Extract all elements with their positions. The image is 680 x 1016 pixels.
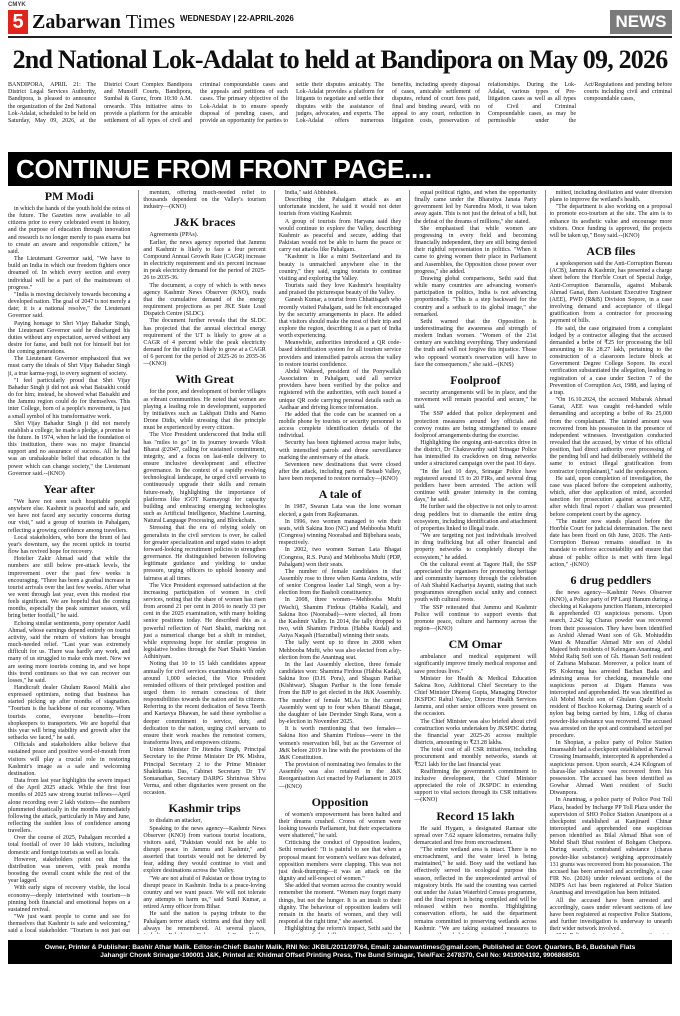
story-paragraph: In 2002, two women Suman Lata Bhagat (Congress, R.S. Pura) and Mehbooba Mufti (PDP, Pahalgam) won their seats.	[278, 547, 402, 568]
story-paragraph: Drawing global comparisons, Sethi said that while many countries are advancing women's participation in politics, India is not advancing proportionally. "This is a step backward for the country and a setback to its global image," she remarked.	[414, 275, 537, 318]
story-paragraph: Stressing that the era of relying solely on generalists in the civil services is over, he called for greater specialization and urged states to adopt forward-looking recruitment policies to strengthen governance. He distinguished between following legitimate guidance and yielding to undue pressure, urging officers to uphold honesty and fairness at all times.	[143, 525, 266, 582]
story-paragraph: "I feel particularly proud that Shri Vijay Bahadur Singh ji did not ask what Baisakhi could do for him; instead, he showed what Baisakhi and the Jammu region could do for themselves. This inter College, born of a people's movement, is just a small symbol of his transformative work.	[8, 377, 131, 420]
story-paragraph: In 2008, three women—Mehbooba Mufti (Wachi), Shamim Firdous (Habba Kadal), and Sakina Itoo (Noorabad)—were elected, all from the Kashmir Valley. In 2014, the tally dropped to two, with Shamim Firdous (Habba Kadal) and Asiya Naqash (Hazratbal) winning their seats.	[278, 597, 402, 640]
story-paragraph: "We have not seen such hospitable people anywhere else. Kashmir is peaceful and safe, and we have not faced any security concerns during our visit," said a group of tourists in Pahalgam, reflecting a growing confidence among travellers.	[8, 498, 131, 534]
story-paragraph: "In the last 10 days, Srinagar Police have registered around 15 to 20 FIRs, and several drug peddlers have been arrested. The action will continue with greater intensity in the coming days," he said.	[414, 468, 537, 504]
story-paragraph: She emphasised that while women are progressing in every field and becoming financially independent, they are still being denied their rightful representation in politics. "When it came to giving women their place in Parliament and Assemblies, the Opposition chose power over progress," she added.	[414, 225, 537, 275]
story-paragraph: The provision of nominating two females to the Assembly was also retained in the J&K Reorganisation Act enacted by Parliament in 2019—(KNO)	[278, 762, 402, 790]
story-paragraph: The Vice President expressed satisfaction at the increasing participation of women in civil services, noting that the share of women has risen from around 21 per cent in 2016 to nearly 33 per cent in the 2025 examination, with many holding senior positions today. He described this as a powerful reflection of Nari Shakti, marking not just a numerical change but a shift in mindset, while expressing hope for similar progress in legislative bodies through the Nari Shakti Vandan Adhiniyam.	[143, 582, 266, 661]
story-paragraph: The total cost of all CSR initiatives, including procurement and monthly networks, stands at ₹521 lakh for the last financial year.	[414, 747, 537, 768]
story-paragraph: Handicraft dealer Ghulam Rasool Malik also expressed optimism, noting that business has started picking up after months of stagnation. "Tourism is the backbone of our economy. When tourists come, everyone benefits—from shopkeepers to transporters. We are hopeful that this year will bring stability and growth after the setbacks we faced," he said.	[8, 685, 131, 742]
story-paragraph: Hotelier Zakir Ahmad said that while the numbers are still below pre-attack levels, the improvement over the past few weeks is encouraging. "There has been a gradual increase in tourist arrivals over the last few weeks. After what we went through last year, even this modest rise feels significant. We are hopeful that the coming months, especially the peak summer season, will bring better footfall," he said.	[8, 556, 131, 620]
story-headline: Year after	[43, 481, 95, 496]
story-paragraph: However, stakeholders point out that the distribution was uneven, with peak months boosting the overall count while the rest of the year lagged.	[8, 856, 131, 885]
story-paragraph: All the accused have been arrested and accordingly, cases under relevant sections of law have been registered at respective Police Stations, and further investigation is underway to unearth their wider network involved.	[549, 897, 673, 933]
story-paragraph	[550, 933, 672, 934]
news-column	[274, 190, 401, 934]
story-paragraph: mitted, including desiltation and water diversion plans to improve the wetland's health.	[549, 190, 673, 204]
story-paragraph: "We are targeting not just individuals involved in drug trafficking but all other financial and property networks to completely disrupt the ecosystem," he added.	[414, 533, 537, 561]
color-registration-mark: CMYK	[8, 2, 26, 8]
news-column	[138, 190, 265, 934]
story-paragraph: She added that women across the country would remember the moment. "Women may forget many things, but not the hunger. It is an insult to their dignity. The behaviour of opposition leaders will remain in the hearts of women, and they will respond at the right time," she asserted.	[278, 883, 402, 925]
story-paragraph: He said Hygam, a designated Ramsar site spread over 7.62 square kilometres, remains fully demarcated and free from encroachment.	[414, 825, 537, 846]
story-paragraph: Union Minister Dr Jitendra Singh, Principal Secretary to the Prime Minister Dr PK Mishra, Principal Secretary 2 to the Prime Minister Shaktikanta Das, Cabinet Secretary Dr TV Somanathan, Secretary DARPG Shrinivas Shiva Verma, and other dignitaries were present on the occasion.	[143, 747, 266, 797]
story-paragraph: The document further reveals that the SLDC has projected that the annual electrical energy requirement of the UT is likely to grow at a CAGR of 4 percent while the peak electricity demand for the utility is likely to grow at a CAGR of 6 percent for the period of 2025-26 to 2035-36—(KNO)	[143, 318, 266, 368]
story-paragraph: He said the nation is paying tribute to the Pahalgam terror attack victims and that they will always be remembered. At several places,	[143, 911, 266, 932]
story-paragraph: Sethi warned that the Opposition is underestimating the awareness and strength of modern Indian women. "Women of the 21st century are watching everything. They understand the truth and will not forgive this injustice. Those who opposed women's reservation will have to face the consequences," she said.--(KNS)	[414, 318, 537, 368]
story-paragraph: Local stakeholders, who bore the brunt of last year's downturn, say the recent uptick in tourist flow has revived hope for recovery.	[8, 534, 131, 556]
story-paragraph: "The entire wetland area is intact. There is no encroachment, and the water level is being maintained," he said. Bosy said the wetland has effectively served its ecological purpose this season, reflected in the unprecedented arrival of migratory birds. He said the counting was carried out under the Asian Waterbird Census programme, and the final report is being compiled and will be released within two months. Highlighting conservation efforts, he said the department remains committed to preserving wetlands across Kashmir. "We are taking sustained measures to	[414, 846, 537, 932]
news-column	[545, 190, 672, 934]
story-paragraph: Echoing similar sentiments, pony operator Aadil Ahmad, whose earnings depend entirely on tourist activity, said the return of visitors has brought much-needed relief. "Last year was extremely difficult for us. There was hardly any work, and many of us struggled to make ends meet. Now we are seeing more tourists coming in, and we hope this trend continues so that we can recover our losses," he said.	[8, 620, 131, 684]
story-headline: CM Omar	[448, 637, 503, 652]
news-column	[8, 190, 130, 934]
story-paragraph: in which the hands of the youth hold the reins of the future. The Gazettes now available to all citizens prior to every celebrated event in history, and the purpose of education through innovation and research is no longer merely to pass exams but to create an aware and responsible citizen," he said.	[8, 206, 131, 255]
story-paragraph: "Kashmir is like a mini Switzerland and its beauty is unmatched anywhere else in the country," they said, urging tourists to continue visiting and exploring the Valley.	[278, 254, 402, 282]
story-paragraph: A group of tourists from Haryana said they would continue to explore the Valley, describing Kashmir as peaceful and secure, adding that Pakistan would not be able to harm the peace or carry out attacks like Pahalgam.	[278, 218, 402, 254]
story-paragraph: Highlighting the reform's impact, Sethi said the	[284, 926, 402, 933]
story-paragraph: Shri Vijay Bahadur Singh ji did not merely establish a college; he made a pledge, a promise to the future. In 1974, when he laid the foundation of this institution, there was no major financial support and no assurance of success. All he had was an unshakeable belief that education is the power which can change society," the Lieutenant Governor said.--(KNO)	[8, 420, 131, 477]
story-paragraph: The SSP added that police deployment and protection measures around key officials and convoy routes are being strengthened to ensure foolproof arrangements during the exercise.	[414, 411, 537, 439]
story-headline: Record 15 lakh	[436, 808, 515, 823]
story-paragraph: He said, upon completion of investigation, the case was placed before the competent authority, which, after due application of mind, accorded sanction for prosecution against accused AEE, after which final report / challan was presented before competent court by the agency.	[549, 475, 673, 518]
story-headline: ACB files	[586, 244, 636, 259]
imprint-line-2: Jahangir Chowk Srinagar-190001 J&K, Printed at: Khidmat Offset Printing Press, The Bund Srinagar, Tele/Fax: 2478370, Cell No: 9419004192, 9906868501	[100, 952, 580, 959]
story-paragraph: The Lieutenant Governor emphasized that we must carry the ideals of Shri Vijay Bahadur Singh ji, a true karma-yogi, to every segment of society.	[8, 356, 131, 377]
story-paragraph: Criticising the conduct of Opposition leaders, Sethi remarked: "It is painful to see that when a proposal meant for women's welfare was defeated, opposition members were clapping. This was not just desk-thumping—it was an attack on the dignity and self-respect of women."	[278, 840, 402, 883]
story-paragraph: The Chief Minister was also briefed about civil construction works undertaken by JKSPDC during the financial year 2025-26 across multiple districts, amounting to ₹23.28 lakhs.	[414, 718, 537, 747]
story-headline: 6 drug peddlers	[570, 572, 652, 587]
story-paragraph: mentum, offering much-needed relief to thousands dependent on the Valley's tourism industry—(KNO)	[143, 190, 266, 211]
story-headline: PM Modi	[44, 190, 94, 203]
masthead	[0, 0, 680, 38]
story-paragraph: "We are not afraid of Pakistan or those trying to disrupt peace in Kashmir. India is a peace-loving country and we want peace. We will not tolerate any attempts to harm us," said Sunil Kumar, a retired Army officer from Bihar.	[143, 875, 266, 911]
story-paragraph: for the poor, and development of border villages as vibrant communities. He noted that women are playing a leading role in development, supported by initiatives such as Lakhpati Didis and Namo Drone Didis, while stressing that the principle must be experienced by every citizen.	[143, 389, 266, 432]
newspaper-name-main: Zabarwan	[32, 11, 121, 33]
story-paragraph: The Vice President underscored that India still has "miles to go" in its journey towards Viksit Bharat @2047, calling for sustained commitment, integrity, and a focus on last-mile delivery to ensure inclusive development and effective governance. In the context of a rapidly evolving technological landscape, he urged civil servants to continuously upgrade their skills and remain future-ready, highlighting the importance of platforms like iGOT Karmayogi for capacity building and embracing emerging technologies such as Artificial Intelligence, Machine Learning, Natural Language Processing, and Blockchain.	[143, 432, 266, 525]
story-paragraph: Paying homage to Shri Vijay Bahadur Singh, the Lieutenant Governor said he discharged his duties without any expectation, served without any desire for fame, and built not for himself but for the coming generations.	[8, 320, 131, 356]
story-paragraph: Speaking to the news agency—Kashmir News Observer (KNO) from various tourist locations, visitors said, "Pakistan would not be able to disrupt peace in Jammu and Kashmir," and asserted that tourists would not be deterred by fear, adding they would continue to visit and explore destinations across the Valley.	[143, 825, 266, 875]
story-paragraph: Agreements (PPAs).	[149, 232, 199, 239]
masthead-divider	[8, 36, 672, 38]
story-paragraph: equal political rights, and when the opportunity finally came under the Bharatiya Janata Party government led by Narendra Modi, it was taken away again. This is not just the defeat of a bill, but the defeat of the dreams of millions," she stated.	[414, 190, 537, 225]
story-paragraph: The tally went up to three in 2008 when Mehbooba Mufti, who was also elected from a by-election from the Anantnag seat.	[278, 640, 402, 661]
story-paragraph: He added that the code can be scanned on a mobile phone by tourists or security personnel to access complete identification details of the individual.	[278, 411, 402, 440]
page-number-badge: 5	[8, 10, 28, 34]
lead-headline: 2nd National Lok-Adalat to held at Bandipora on May 09, 2026	[12, 45, 668, 74]
story-paragraph: Earlier, the news agency reported that Jammu and Kashmir is likely to face a four percent Compound Annual Growth Rate (CAGR) increase in electricity requirement and six percent increase in peak electricity demand for the period of 2025-26 to 2035-36.	[143, 239, 266, 282]
continue-from-front-banner: CONTINUE FROM FRONT PAGE....	[8, 152, 672, 186]
story-paragraph: Seventeen new destinations that were closed after the attack, including parts of Betaab Valley, have been reopened to restore normalcy—(KNO)	[278, 461, 402, 483]
story-paragraph: In Shopian, a police party of Police Station Imamsahib had a checkpoint established at Narwal Crossing Imamsahib, intercepted & apprehended a suspicious person. Upon search, 4.24 Kilogram of charas-like substance was recovered from his possession. The accused has been identified as Gowhar Ahmad Wani resident of Suchi Diwanpora.	[549, 740, 673, 797]
story-paragraph: security arrangements will be in place, and the movement will remain peaceful and secure," he said.	[414, 389, 537, 411]
story-paragraph: Data from last year highlights the severe impact of the April 2025 attack. While the first four months of 2025 saw strong tourist inflows—April alone recording over 2 lakh visitors—the numbers plummeted drastically in the months immediately following the attack, particularly in May and June, reflecting the sudden loss of confidence among travellers.	[8, 778, 131, 835]
story-headline: J&K braces	[173, 215, 236, 230]
story-paragraph: a spokesperson said the Anti-Corruption Bureau (ACB), Jammu & Kashmir, has presented a charge sheet before the Hon'ble Court of Special Judge, Anti-Corruption Baramulla, against Mubarak Ahmad Ganai, then Assistant Executive Engineer (AEE), PWD (R&B) Division Sopore, in a case involving demand and acceptance of illegal gratification from a contractor for processing payment of bills.	[549, 261, 673, 325]
story-paragraph: With early signs of recovery visible, the local economy—deeply intertwined with tourism—is pinning both financial and emotional hopes on a sustained revival.	[8, 885, 131, 913]
story-paragraph: The Lieutenant Governor said, "We have to build an India in which our freedom fighters once dreamed of. In which every section and every individual will be a part of the mainstream of progress."	[8, 256, 131, 291]
newspaper-name	[32, 10, 175, 34]
story-paragraph: to disdain an attacker,	[149, 818, 202, 825]
story-paragraph: ambulance and medical equipment will significantly improve timely medical response and save precious lives."	[414, 654, 537, 675]
story-paragraph: of women's empowerment has been halted and their dreams crushed. Crores of women were looking towards Parliament, but their expectations were shattered," he said.	[278, 811, 402, 840]
story-headline: With Great	[175, 372, 234, 387]
story-paragraph: "We just want people to come and see for themselves that Kashmir is safe and welcoming," said a local stakeholder. "Tourism is not just our	[8, 914, 131, 934]
story-paragraph: "On 16.10.2024, the accused Mubarak Ahmad Ganai, AEE was caught red-handed while demanding and accepting a bribe of Rs 25,000 from the complainant. The tainted amount was recovered from his possession in the presence of independent witnesses. Investigation conducted revealed that the accused, by virtue of his official position, had direct authority over processing of the pending bill and had deliberately withheld the same to extract illegal gratification from contractor (complainant)," said the spokesperson.	[549, 397, 673, 475]
story-paragraph: the news agency—Kashmir News Observer (KNO), a Police party of PP Lanji Hanum during a checking at Kakapora junction Hanum, intercepted & apprehended 03 suspicious persons. Upon search, 2.242 kg Charas powder was recovered from their possession. They have been identified as Arshid Ahmad Wani son of Gh. Mohiuddin Wani & Muzaffar Ahmad Mir son of Abdul Majeed both residents of Kelengam Anantnag, and Mohd Rafiq Sofi son of Gh. Hassan Sofi resident of Zafrana Mubazar. Moreover, a police team of PS Kokernag has arrested Bachan Bada and admixing areas for checking, meanwhile one suspicious person at Digam Hanura was intercepted and apprehended. He was identified as Ali Mohd Mochi son of Ghulam Qadir Mochi resident of Buchoo Kokernag. During search of a nylon bag being carried by him, 1.8kg of charas powder-like substance was recovered. The accused was arrested on the spot and contraband seized per procedure.	[549, 589, 673, 739]
story-paragraph: "The department is also working on a proposal to promote eco-tourism at the site. The aim is to enhance its aesthetic value and encourage more visitors. Once funding is approved, the projects will be taken up," Bosy said.--(KNO)	[549, 204, 673, 239]
story-paragraph: In 1987, Swaran Lata was the lone woman elected, a gain from Rajkumaran.	[278, 504, 402, 518]
story-paragraph: Describing the Pahalgam attack as an unfortunate incident, he said it would not deter tourists from visiting Kashmir.	[278, 197, 402, 218]
story-paragraph: Security has been tightened across major hubs, with intensified patrols and drone surveillance marking the anniversary of the attack.	[278, 440, 402, 461]
story-paragraph: Noting that 10 to 15 lakh candidates appear annually for civil services examinations with only around 1,000 selected, the Vice President reminded officers of their privileged position and urged them to remain conscious of their responsibilities towards the nation and its citizens. Referring to the recent dedication of Sewa Teerth and Kartavya Bhawan, he said these symbolise a deeper commitment to service, duty, and dedication to the nation, urging civil servants to ensure their work reaches the remotest corners, transforms lives, and empowers citizens.	[143, 661, 266, 747]
newspaper-name-suffix: Times	[125, 11, 176, 33]
story-paragraph: "The matter now stands placed before the Hon'ble Court for judicial determination. The next date has been fixed on 6th June, 2026. The Anti-Corruption Bureau remains steadfast in its mandate to enforce accountability and ensure that abuse of public office is met with firm legal action," -(KNO)	[549, 518, 673, 568]
story-paragraph: "India is moving decisively towards becoming a developed nation. The goal of 2047 is not merely a date; it is a national resolve," the Lieutenant Governor said.	[8, 291, 131, 320]
story-paragraph: On the cultural event at Tagore Hall, the SSP appreciated the organisers for promoting heritage and community harmony through the celebration of Ash Shahid Kachariya Jayanti, stating that such programmes strengthen social unity and connect youth with cultural roots.	[414, 561, 537, 604]
story-paragraph: The SSP reiterated that Jammu and Kashmir Police will continue to support events that promote peace, culture and harmony across the region—(KNO)	[414, 604, 537, 633]
story-paragraph: Meanwhile, authorities introduced a QR code-based identification system for all tourism service providers and intensified patrols across the valley to restore tourist confidence.	[278, 340, 402, 368]
story-paragraph: It is worth mentioning that two females—Sakina Itoo and Shamim Firdous—were in the women's reservation bill, but as the Governor of J&K before 2019 in line with the provisions of the J&K Constitution.	[278, 726, 402, 761]
story-paragraph: India," said Abhishek.	[284, 190, 338, 196]
story-paragraph: Minister for Health & Medical Education Sakina Itoo, Additional Chief Secretary to the Chief Minister Dheeraj Gupta, Managing Director JKSPDC Rahul Yadav, Director Health Services Jammu, and other senior officers were present on the occasion.	[414, 675, 537, 718]
imprint-footer	[8, 940, 672, 964]
story-headline: Kashmir trips	[168, 801, 241, 816]
issue-date: WEDNESDAY | 22-APRIL-2026	[180, 14, 294, 23]
news-column	[409, 190, 536, 934]
story-paragraph: The document, a copy of which is with news agency Kashmir News Observer (KNO), reads that the cumulative demand of the energy requirement projections as per JKE State Load Dispatch Centre (SLDC).	[143, 282, 266, 318]
story-paragraph: Over the course of 2025, Pahalgam recorded a total footfall of over 10 lakh visitors, including domestic and foreign tourists as well as locals.	[8, 835, 131, 856]
story-paragraph: Abdul Waheed, president of the Ponywallah Association in Pahalgam, said all service providers have been verified by the police and registered with the authorities, with each issued a unique QR code carrying personal details such as Aadhaar and driving licence information.	[278, 368, 402, 411]
imprint-line-1: Owner, Printer & Publisher: Bashir Athar Malik. Editor-in-Chief: Bashir Malik, RNI No: JKBIL/2011/39764, Email: zabarwantimes@gmail.com, Published at: Govt. Quarters, B-6, Budshah Flats	[44, 944, 636, 951]
story-paragraph: Tourists said they love Kashmir's hospitality and praised the picturesque beauty of the Valley.	[278, 283, 402, 297]
story-headline: Opposition	[311, 794, 369, 809]
story-paragraph: In Anantnag, a police party of Police Post Toll Plaza, headed by Incharge PP Toll Plaza under the supervision of SHO Police Station Anantpora at a checkpoint established at Kanjinard Chinar intercepted and apprehended one suspicious person identified as Bilal Ahmad Bhat son of Mohd Shafi Bhat resident of Bohgam Chetpora. During search, contraband substance (charas powder-like substance) weighing approximately 131 grams was recovered from his possession. The accused has been arrested and accordingly, a case FIR No. (2026) under relevant sections of the NDPS Act has been registered at Police Station Anantnag and investigation has been initiated.	[549, 797, 673, 897]
story-paragraph: Officials and stakeholders alike believe that sustained peace and positive word-of-mouth from visitors will play a crucial role in restoring Kashmir's image as a safe and welcoming destination.	[8, 742, 131, 777]
story-paragraph: Ganesh Kumar, a tourist from Chhattisgarh who recently visited Pahalgam, said he felt encouraged by the security arrangements in place. He added that visitors should make the most of their trip and explore the region, describing it as a part of India worth experiencing.	[278, 297, 402, 340]
story-paragraph: Reaffirming the government's commitment to inclusive development, the Chief Minister appreciated the role of JKSPDC in extending support to vital sectors through its CSR initiatives—(KNO)	[414, 768, 537, 804]
story-headline: Foolproof	[450, 372, 501, 387]
story-paragraph: The number of female candidates in that Assembly rose to three when Kanta Andotra, wife of senior Congress leader Lal Singh, won a by-election from the Basholi constituency.	[278, 568, 402, 597]
story-paragraph: In 1996, two women managed to win their seats, with Sakina Itoo (NC) and Mehbooba Mufti (Congress) winning Noorabad and Bijbehara seats, respectively.	[278, 518, 402, 547]
story-paragraph: Highlighting the ongoing anti-narcotics drive in the district, Dr Chakravarthy said Srinagar Police has intensified its crackdown on drug networks under a structured campaign over the past 10 days.	[414, 440, 537, 468]
story-paragraph: He said, the case originated from a complaint lodged by a contractor alleging that the accused demanded a bribe of ₹25 for processing the bill amounting to Rs 28.27 lakh, pertaining to the construction of a classroom lecture block at Government Degree College Sopore. Its excel verification substantiated the allegation, leading to registration of a case under Section 7 of the Prevention of Corruption Act, 1988, and laying of a trap.	[549, 325, 673, 396]
section-label: NEWS	[610, 10, 672, 34]
lead-story-body: BANDIPORA, APRIL 21: The District Legal Services Authority, Bandipora, is pleased to announce the organization of the 2nd National Lok-Adalat, scheduled to be held on Saturday, May 09, 2026, at the District Court Complex Bandipora and Munsiff Courts, Bandipora, Sumbal & Gurez, from 10:30 A.M. onwards. This initiative aims to provide a platform for the amicable settlement of all types of civil and criminal compoundable cases and the appeals and petitions of such cases. The primary objective of the Lok-Adalat is to ensure speedy disposal of pending cases, and provide an opportunity for parties to settle their disputes amicably. The Lok-Adalat provides a platform for litigants to negotiate and settle their disputes with the assistance of judges, advocates, and experts. The Lok-Adalat offers numerous benefits, including speedy disposal of cases, amicable settlement of disputes, refund of court fees paid, final and binding award, with no appeal to any court, reduction in litigation costs, preservation of relationships. During the Lok-Adalat, various types of Pre-litigation cases as well as all types of Civil and Criminal Compoundable cases, as may be permissible under the Act/Regulations and pending before courts including civil and criminal compoundable cases,	[8, 82, 672, 125]
continued-stories-columns	[8, 190, 672, 934]
story-headline: A tale of	[318, 487, 362, 502]
story-paragraph: In the last Assembly election, three female candidates won: Shamima Firdous (Habba Kadal), Sakina Itoo (D.H. Pora), and Shagun Parihar (Kishtwar). Shagun Parihar is the lone female from the BJP to get elected in the J&K Assembly. The number of female MLAs in the current Assembly went up to four when Bharati Bhagat, the daughter of late Devinder Singh Rana, won a by-election in November 2025.	[278, 661, 402, 726]
story-paragraph: He further said the objective is not only to arrest drug peddlers but to dismantle the entire drug ecosystem, including identification and attachment of properties linked to illegal trade.	[414, 504, 537, 532]
